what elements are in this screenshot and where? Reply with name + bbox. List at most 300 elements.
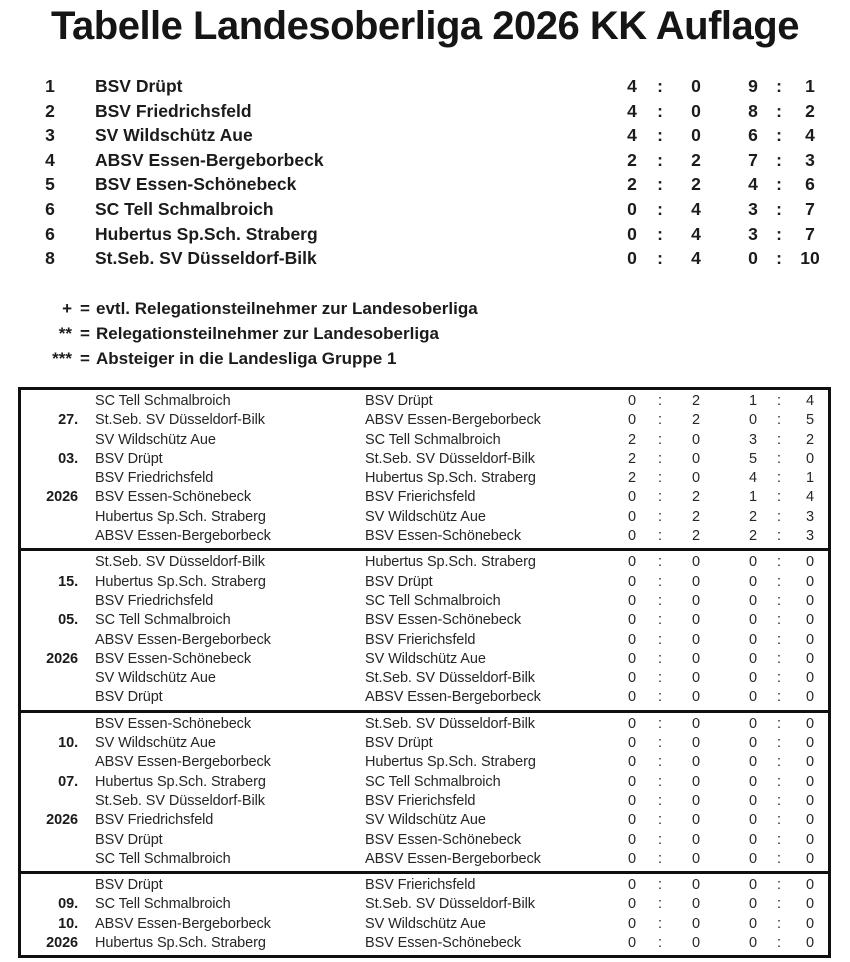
standings-table bbox=[0, 74, 850, 271]
score1-away-cell: 0 bbox=[692, 450, 700, 467]
match-row bbox=[21, 773, 828, 792]
team-name: SC Tell Schmalbroich bbox=[95, 198, 274, 219]
score1-home-cell: 2 bbox=[628, 450, 636, 467]
away-team: SC Tell Schmalbroich bbox=[365, 592, 501, 609]
home-team: BSV Essen-Schönebeck bbox=[95, 650, 251, 667]
colon-separator: : bbox=[777, 393, 781, 409]
score1-home-cell: 0 bbox=[628, 812, 636, 829]
away-team: SV Wildschütz Aue bbox=[365, 650, 486, 667]
away-team: BSV Frierichsfeld bbox=[365, 489, 476, 506]
fixtures-table bbox=[18, 387, 831, 958]
score1-away-cell: 0 bbox=[692, 554, 700, 571]
away-team: Hubertus Sp.Sch. Straberg bbox=[365, 470, 536, 487]
colon-separator: : bbox=[777, 573, 781, 590]
colon-separator: : bbox=[776, 248, 782, 269]
score1-home-cell: 0 bbox=[628, 650, 636, 667]
home-team: SC Tell Schmalbroich bbox=[95, 850, 231, 867]
match-row bbox=[21, 631, 828, 650]
score1-home-cell: 0 bbox=[628, 735, 636, 752]
home-team: St.Seb. SV Düsseldorf-Bilk bbox=[95, 792, 265, 809]
match-date-cell: 05. bbox=[58, 612, 78, 629]
away-team: BSV Drüpt bbox=[365, 735, 433, 752]
home-team: SC Tell Schmalbroich bbox=[95, 896, 231, 913]
away-team: St.Seb. SV Düsseldorf-Bilk bbox=[365, 896, 535, 913]
score2-away-cell: 0 bbox=[806, 670, 814, 687]
home-team: St.Seb. SV Düsseldorf-Bilk bbox=[95, 554, 265, 571]
score1-home-cell: 0 bbox=[628, 935, 636, 952]
score2-away-cell: 0 bbox=[806, 573, 814, 590]
colon-separator: : bbox=[657, 100, 663, 121]
standings-row bbox=[0, 74, 850, 99]
match-row bbox=[21, 753, 828, 772]
score2-home-cell: 4 bbox=[749, 470, 757, 487]
rank-cell: 8 bbox=[45, 248, 55, 269]
home-team: Hubertus Sp.Sch. Straberg bbox=[95, 935, 266, 952]
score1-away-cell: 0 bbox=[691, 125, 701, 146]
score1-home-cell: 4 bbox=[627, 125, 637, 146]
score1-home-cell: 0 bbox=[628, 554, 636, 571]
score1-home-cell: 0 bbox=[628, 412, 636, 429]
score1-away-cell: 0 bbox=[692, 735, 700, 752]
score2-away-cell: 3 bbox=[806, 528, 814, 545]
team-name: ABSV Essen-Bergeborbeck bbox=[95, 149, 324, 170]
score2-away-cell: 10 bbox=[800, 248, 820, 269]
colon-separator: : bbox=[658, 792, 662, 809]
colon-separator: : bbox=[777, 592, 781, 609]
colon-separator: : bbox=[658, 412, 662, 429]
score1-home-cell: 0 bbox=[628, 689, 636, 706]
score2-away-cell: 1 bbox=[805, 76, 815, 96]
home-team: BSV Friedrichsfeld bbox=[95, 812, 214, 829]
away-team: ABSV Essen-Bergeborbeck bbox=[365, 412, 541, 429]
score2-home-cell: 3 bbox=[748, 223, 758, 244]
legend-symbol: *** bbox=[52, 349, 72, 368]
match-row bbox=[21, 650, 828, 669]
score2-away-cell: 0 bbox=[806, 754, 814, 771]
score2-away-cell: 3 bbox=[805, 149, 815, 170]
colon-separator: : bbox=[777, 792, 781, 809]
colon-separator: : bbox=[777, 689, 781, 706]
score2-away-cell: 0 bbox=[806, 831, 814, 848]
score1-away-cell: 2 bbox=[692, 393, 700, 409]
home-team: SV Wildschütz Aue bbox=[95, 431, 216, 448]
match-row bbox=[21, 934, 828, 953]
score1-away-cell: 2 bbox=[692, 508, 700, 525]
colon-separator: : bbox=[777, 508, 781, 525]
score1-home-cell: 2 bbox=[628, 470, 636, 487]
score1-away-cell: 4 bbox=[691, 198, 701, 219]
colon-separator: : bbox=[658, 450, 662, 467]
legend-text: evtl. Relegationsteilnehmer zur Landesoberliga bbox=[96, 299, 478, 318]
legend-equals-sign: = bbox=[80, 299, 90, 318]
score2-home-cell: 0 bbox=[749, 650, 757, 667]
match-date-cell: 03. bbox=[58, 450, 78, 467]
score1-away-cell: 2 bbox=[692, 412, 700, 429]
score2-away-cell: 0 bbox=[806, 850, 814, 867]
match-date-cell: 2026 bbox=[46, 489, 78, 506]
colon-separator: : bbox=[658, 754, 662, 771]
colon-separator: : bbox=[657, 223, 663, 244]
score2-away-cell: 0 bbox=[806, 812, 814, 829]
colon-separator: : bbox=[658, 431, 662, 448]
team-name: BSV Essen-Schönebeck bbox=[95, 174, 297, 195]
colon-separator: : bbox=[658, 650, 662, 667]
away-team: BSV Drüpt bbox=[365, 393, 433, 409]
score2-away-cell: 2 bbox=[805, 100, 815, 121]
match-row bbox=[21, 450, 828, 469]
colon-separator: : bbox=[777, 528, 781, 545]
standings-row bbox=[0, 172, 850, 197]
score1-away-cell: 2 bbox=[691, 149, 701, 170]
away-team: BSV Drüpt bbox=[365, 573, 433, 590]
match-row bbox=[21, 792, 828, 811]
score2-home-cell: 1 bbox=[749, 393, 757, 409]
colon-separator: : bbox=[658, 508, 662, 525]
match-date-cell: 09. bbox=[58, 896, 78, 913]
score1-home-cell: 0 bbox=[628, 877, 636, 894]
home-team: SC Tell Schmalbroich bbox=[95, 393, 231, 409]
colon-separator: : bbox=[658, 670, 662, 687]
score2-home-cell: 8 bbox=[748, 100, 758, 121]
score1-away-cell: 0 bbox=[691, 100, 701, 121]
rank-cell: 6 bbox=[45, 198, 55, 219]
away-team: St.Seb. SV Düsseldorf-Bilk bbox=[365, 670, 535, 687]
score1-home-cell: 0 bbox=[628, 508, 636, 525]
score2-home-cell: 2 bbox=[749, 508, 757, 525]
colon-separator: : bbox=[777, 612, 781, 629]
match-row bbox=[21, 850, 828, 869]
score1-away-cell: 4 bbox=[691, 248, 701, 269]
away-team: BSV Essen-Schönebeck bbox=[365, 831, 521, 848]
colon-separator: : bbox=[657, 174, 663, 195]
score1-away-cell: 0 bbox=[692, 915, 700, 932]
score1-home-cell: 0 bbox=[628, 631, 636, 648]
score2-home-cell: 0 bbox=[749, 773, 757, 790]
match-row bbox=[21, 688, 828, 707]
score2-home-cell: 0 bbox=[749, 735, 757, 752]
match-date-cell: 2026 bbox=[46, 650, 78, 667]
away-team: ABSV Essen-Bergeborbeck bbox=[365, 689, 541, 706]
score1-away-cell: 2 bbox=[691, 174, 701, 195]
score2-home-cell: 0 bbox=[749, 935, 757, 952]
score2-home-cell: 9 bbox=[748, 76, 758, 96]
team-name: SV Wildschütz Aue bbox=[95, 125, 253, 146]
legend-row bbox=[0, 346, 850, 371]
score1-away-cell: 0 bbox=[692, 935, 700, 952]
colon-separator: : bbox=[777, 812, 781, 829]
legend-symbol: + bbox=[62, 299, 72, 318]
rank-cell: 4 bbox=[45, 149, 55, 170]
score2-home-cell: 0 bbox=[749, 831, 757, 848]
score1-home-cell: 0 bbox=[628, 592, 636, 609]
score2-away-cell: 0 bbox=[806, 735, 814, 752]
score2-away-cell: 7 bbox=[805, 198, 815, 219]
score2-home-cell: 0 bbox=[749, 877, 757, 894]
score2-home-cell: 0 bbox=[749, 612, 757, 629]
round-block-3 bbox=[21, 710, 828, 871]
score2-away-cell: 4 bbox=[805, 125, 815, 146]
score1-home-cell: 4 bbox=[627, 76, 637, 96]
home-team: Hubertus Sp.Sch. Straberg bbox=[95, 508, 266, 525]
match-row bbox=[21, 715, 828, 734]
colon-separator: : bbox=[777, 412, 781, 429]
match-date-cell: 10. bbox=[58, 915, 78, 932]
score1-home-cell: 0 bbox=[628, 715, 636, 732]
score1-away-cell: 0 bbox=[692, 877, 700, 894]
colon-separator: : bbox=[777, 650, 781, 667]
home-team: BSV Drüpt bbox=[95, 450, 163, 467]
colon-separator: : bbox=[776, 198, 782, 219]
colon-separator: : bbox=[776, 100, 782, 121]
home-team: BSV Essen-Schönebeck bbox=[95, 489, 251, 506]
away-team: St.Seb. SV Düsseldorf-Bilk bbox=[365, 715, 535, 732]
score1-away-cell: 0 bbox=[692, 650, 700, 667]
score1-away-cell: 0 bbox=[692, 792, 700, 809]
home-team: ABSV Essen-Bergeborbeck bbox=[95, 528, 271, 545]
colon-separator: : bbox=[658, 831, 662, 848]
score2-away-cell: 0 bbox=[806, 689, 814, 706]
score1-away-cell: 0 bbox=[692, 592, 700, 609]
match-row bbox=[21, 411, 828, 430]
away-team: Hubertus Sp.Sch. Straberg bbox=[365, 754, 536, 771]
match-row bbox=[21, 811, 828, 830]
away-team: SV Wildschütz Aue bbox=[365, 915, 486, 932]
colon-separator: : bbox=[658, 877, 662, 894]
score1-away-cell: 0 bbox=[692, 431, 700, 448]
away-team: St.Seb. SV Düsseldorf-Bilk bbox=[365, 450, 535, 467]
score2-away-cell: 0 bbox=[806, 450, 814, 467]
colon-separator: : bbox=[658, 393, 662, 409]
colon-separator: : bbox=[777, 470, 781, 487]
score1-away-cell: 0 bbox=[692, 773, 700, 790]
score2-away-cell: 0 bbox=[806, 896, 814, 913]
match-row bbox=[21, 734, 828, 753]
score2-home-cell: 0 bbox=[749, 573, 757, 590]
rank-cell: 5 bbox=[45, 174, 55, 195]
score2-away-cell: 0 bbox=[806, 877, 814, 894]
match-date-cell: 07. bbox=[58, 773, 78, 790]
away-team: SC Tell Schmalbroich bbox=[365, 773, 501, 790]
score2-away-cell: 6 bbox=[805, 174, 815, 195]
home-team: ABSV Essen-Bergeborbeck bbox=[95, 915, 271, 932]
colon-separator: : bbox=[658, 689, 662, 706]
colon-separator: : bbox=[777, 450, 781, 467]
score2-home-cell: 5 bbox=[749, 450, 757, 467]
home-team: BSV Drüpt bbox=[95, 831, 163, 848]
team-name: BSV Friedrichsfeld bbox=[95, 100, 252, 121]
standings-row bbox=[0, 222, 850, 247]
score1-home-cell: 0 bbox=[628, 792, 636, 809]
colon-separator: : bbox=[657, 149, 663, 170]
home-team: SC Tell Schmalbroich bbox=[95, 612, 231, 629]
home-team: Hubertus Sp.Sch. Straberg bbox=[95, 773, 266, 790]
match-row bbox=[21, 431, 828, 450]
score1-home-cell: 0 bbox=[627, 223, 637, 244]
colon-separator: : bbox=[776, 76, 782, 96]
legend-text: Absteiger in die Landesliga Gruppe 1 bbox=[96, 349, 397, 368]
score1-home-cell: 2 bbox=[627, 174, 637, 195]
score2-away-cell: 3 bbox=[806, 508, 814, 525]
score2-away-cell: 4 bbox=[806, 489, 814, 506]
score2-home-cell: 0 bbox=[749, 689, 757, 706]
score1-home-cell: 0 bbox=[628, 831, 636, 848]
score1-away-cell: 0 bbox=[692, 670, 700, 687]
score1-home-cell: 0 bbox=[628, 573, 636, 590]
colon-separator: : bbox=[658, 528, 662, 545]
score2-home-cell: 0 bbox=[749, 631, 757, 648]
colon-separator: : bbox=[777, 554, 781, 571]
colon-separator: : bbox=[658, 470, 662, 487]
rank-cell: 1 bbox=[45, 76, 55, 96]
score1-home-cell: 0 bbox=[628, 393, 636, 409]
colon-separator: : bbox=[658, 915, 662, 932]
rank-cell: 6 bbox=[45, 223, 55, 244]
colon-separator: : bbox=[658, 715, 662, 732]
score1-away-cell: 0 bbox=[692, 812, 700, 829]
colon-separator: : bbox=[657, 76, 663, 96]
away-team: BSV Essen-Schönebeck bbox=[365, 612, 521, 629]
score2-home-cell: 1 bbox=[749, 489, 757, 506]
match-row bbox=[21, 831, 828, 850]
colon-separator: : bbox=[658, 489, 662, 506]
score2-home-cell: 0 bbox=[749, 670, 757, 687]
home-team: ABSV Essen-Bergeborbeck bbox=[95, 631, 271, 648]
score1-away-cell: 2 bbox=[692, 528, 700, 545]
home-team: BSV Friedrichsfeld bbox=[95, 470, 214, 487]
home-team: SV Wildschütz Aue bbox=[95, 735, 216, 752]
score1-away-cell: 0 bbox=[692, 573, 700, 590]
away-team: ABSV Essen-Bergeborbeck bbox=[365, 850, 541, 867]
standings-row bbox=[0, 246, 850, 271]
score1-home-cell: 0 bbox=[628, 489, 636, 506]
score2-home-cell: 0 bbox=[749, 412, 757, 429]
score2-away-cell: 0 bbox=[806, 592, 814, 609]
colon-separator: : bbox=[777, 631, 781, 648]
match-row bbox=[21, 895, 828, 914]
score1-away-cell: 0 bbox=[692, 631, 700, 648]
score1-away-cell: 0 bbox=[692, 612, 700, 629]
score2-away-cell: 0 bbox=[806, 915, 814, 932]
match-row bbox=[21, 915, 828, 934]
away-team: SV Wildschütz Aue bbox=[365, 508, 486, 525]
legend-row bbox=[0, 296, 850, 321]
legend-equals-sign: = bbox=[80, 324, 90, 343]
colon-separator: : bbox=[658, 631, 662, 648]
match-row bbox=[21, 592, 828, 611]
match-date-cell: 15. bbox=[58, 573, 78, 590]
colon-separator: : bbox=[658, 812, 662, 829]
colon-separator: : bbox=[777, 489, 781, 506]
page-title: Tabelle Landesoberliga 2026 KK Auflage bbox=[51, 4, 799, 48]
colon-separator: : bbox=[658, 612, 662, 629]
score2-away-cell: 0 bbox=[806, 612, 814, 629]
away-team: SC Tell Schmalbroich bbox=[365, 431, 501, 448]
score1-away-cell: 2 bbox=[692, 489, 700, 506]
round-block-1 bbox=[21, 390, 828, 548]
score2-home-cell: 3 bbox=[748, 198, 758, 219]
colon-separator: : bbox=[777, 670, 781, 687]
score2-away-cell: 2 bbox=[806, 431, 814, 448]
match-date-cell: 10. bbox=[58, 735, 78, 752]
standings-row bbox=[0, 99, 850, 124]
colon-separator: : bbox=[777, 877, 781, 894]
score2-home-cell: 2 bbox=[749, 528, 757, 545]
score2-away-cell: 0 bbox=[806, 773, 814, 790]
score2-home-cell: 0 bbox=[748, 248, 758, 269]
colon-separator: : bbox=[658, 735, 662, 752]
colon-separator: : bbox=[658, 554, 662, 571]
legend-equals-sign: = bbox=[80, 349, 90, 368]
rank-cell: 3 bbox=[45, 125, 55, 146]
score2-home-cell: 0 bbox=[749, 896, 757, 913]
score2-away-cell: 0 bbox=[806, 631, 814, 648]
score2-home-cell: 0 bbox=[749, 554, 757, 571]
match-date-cell: 2026 bbox=[46, 935, 78, 952]
away-team: BSV Essen-Schönebeck bbox=[365, 935, 521, 952]
colon-separator: : bbox=[657, 248, 663, 269]
home-team: BSV Drüpt bbox=[95, 689, 163, 706]
score2-home-cell: 0 bbox=[749, 812, 757, 829]
colon-separator: : bbox=[658, 896, 662, 913]
score2-away-cell: 0 bbox=[806, 935, 814, 952]
colon-separator: : bbox=[776, 174, 782, 195]
legend-text: Relegationsteilnehmer zur Landesoberliga bbox=[96, 324, 439, 343]
colon-separator: : bbox=[776, 125, 782, 146]
colon-separator: : bbox=[657, 125, 663, 146]
score2-home-cell: 4 bbox=[748, 174, 758, 195]
score2-away-cell: 0 bbox=[806, 715, 814, 732]
score2-away-cell: 0 bbox=[806, 554, 814, 571]
away-team: Hubertus Sp.Sch. Straberg bbox=[365, 554, 536, 571]
score2-home-cell: 0 bbox=[749, 715, 757, 732]
score1-home-cell: 0 bbox=[627, 198, 637, 219]
colon-separator: : bbox=[658, 573, 662, 590]
home-team: Hubertus Sp.Sch. Straberg bbox=[95, 573, 266, 590]
away-team: BSV Frierichsfeld bbox=[365, 877, 476, 894]
away-team: BSV Frierichsfeld bbox=[365, 792, 476, 809]
match-date-cell: 27. bbox=[58, 412, 78, 429]
colon-separator: : bbox=[777, 850, 781, 867]
score2-away-cell: 1 bbox=[806, 470, 814, 487]
match-row bbox=[21, 573, 828, 592]
colon-separator: : bbox=[658, 935, 662, 952]
home-team: SV Wildschütz Aue bbox=[95, 670, 216, 687]
match-date-cell: 2026 bbox=[46, 812, 78, 829]
colon-separator: : bbox=[777, 896, 781, 913]
colon-separator: : bbox=[658, 592, 662, 609]
score1-away-cell: 0 bbox=[692, 715, 700, 732]
score1-away-cell: 0 bbox=[692, 896, 700, 913]
score1-home-cell: 0 bbox=[628, 528, 636, 545]
team-name: St.Seb. SV Düsseldorf-Bilk bbox=[95, 248, 317, 269]
score2-away-cell: 0 bbox=[806, 650, 814, 667]
home-team: St.Seb. SV Düsseldorf-Bilk bbox=[95, 412, 265, 429]
score1-home-cell: 4 bbox=[627, 100, 637, 121]
score1-home-cell: 0 bbox=[628, 754, 636, 771]
score2-home-cell: 0 bbox=[749, 592, 757, 609]
score1-away-cell: 0 bbox=[692, 831, 700, 848]
score2-home-cell: 6 bbox=[748, 125, 758, 146]
score1-home-cell: 0 bbox=[628, 670, 636, 687]
home-team: ABSV Essen-Bergeborbeck bbox=[95, 754, 271, 771]
round-block-4 bbox=[21, 871, 828, 955]
score2-home-cell: 0 bbox=[749, 792, 757, 809]
rank-cell: 2 bbox=[45, 100, 55, 121]
home-team: BSV Essen-Schönebeck bbox=[95, 715, 251, 732]
score2-away-cell: 4 bbox=[806, 393, 814, 409]
score1-away-cell: 0 bbox=[692, 689, 700, 706]
colon-separator: : bbox=[777, 935, 781, 952]
